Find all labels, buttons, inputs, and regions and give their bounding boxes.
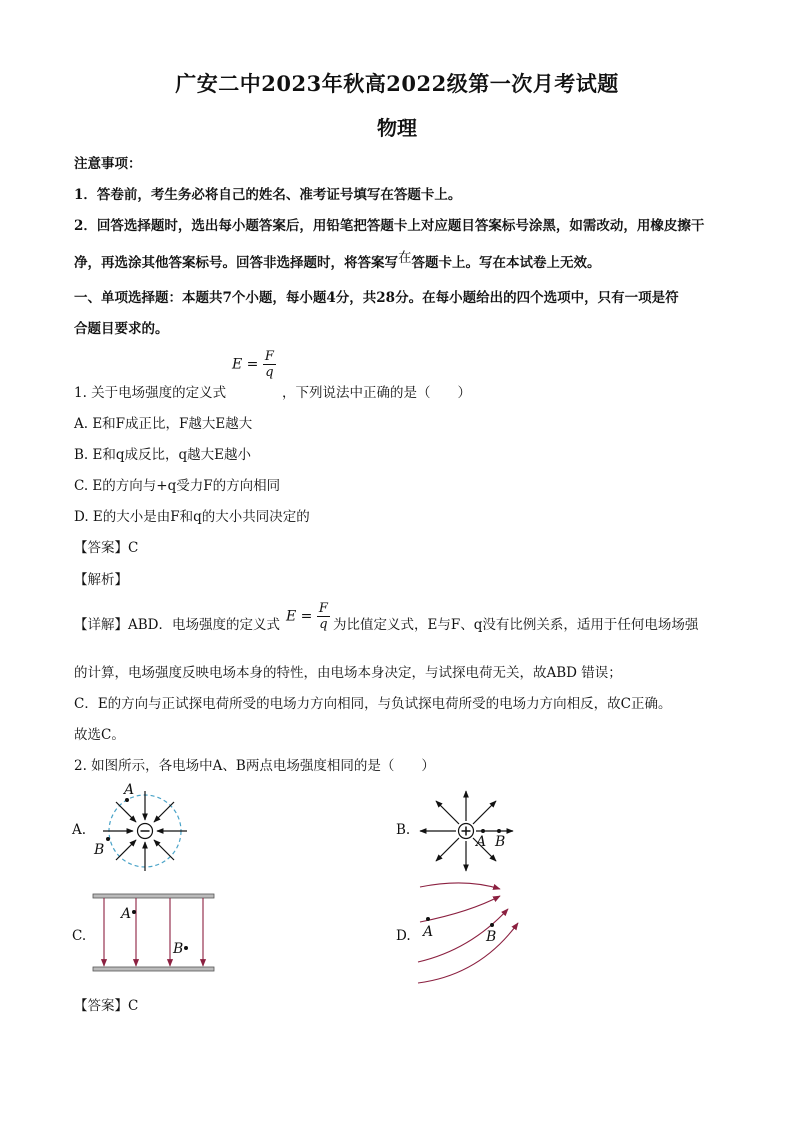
point-a-label: A [124, 782, 135, 798]
q1-answer: 【答案】C [74, 540, 139, 556]
diagram-c [93, 894, 214, 971]
point-a-dot [125, 798, 129, 802]
q1-detail-line3: C．E的方向与正试探电荷所受的电场力方向相同，与负试探电荷所受的电场力方向相反，故C正确。 [74, 696, 672, 712]
q1-detail-prefix: 【详解】ABD．电场强度的定义式 [74, 617, 280, 633]
q1-formula-den: q [265, 365, 274, 380]
q1-detail-num: F [318, 601, 328, 616]
point-a-label: A [121, 906, 132, 922]
q1-formula-lhs: E = [232, 356, 259, 373]
notice-heading: 注意事项： [74, 156, 142, 172]
notice-item-2-line1: 2．回答选择题时，选出每小题答案后，用铅笔把答题卡上对应题目答案标号涂黑，如需改动，用橡皮擦干 [74, 218, 705, 234]
q1-option-d: D. E的大小是由F和q的大小共同决定的 [74, 509, 310, 525]
point-b-label: B [173, 941, 184, 957]
section1-line1: 一、单项选择题：本题共7个小题，每小题4分，共28分。在每小题给出的四个选项中，只有一项是符 [74, 290, 679, 306]
q1-stem-suffix: ，下列说法中正确的是（ ） [282, 385, 471, 401]
point-a-dot [481, 829, 485, 833]
field-line-1 [420, 883, 500, 889]
point-b-label: B [495, 834, 506, 850]
q1-detail-suffix: 为比值定义式，E与F、q没有比例关系，适用于任何电场场强 [333, 617, 699, 633]
q1-conclusion: 故选C。 [74, 727, 125, 743]
q2-stem: 2. 如图所示，各电场中A、B两点电场强度相同的是（ ） [74, 758, 435, 774]
q1-option-c: C. E的方向与+q受力F的方向相同 [74, 478, 281, 494]
q2-answer: 【答案】C [74, 998, 139, 1014]
top-plate [93, 894, 214, 898]
point-b-label: B [486, 929, 497, 945]
uniform-field-lines [104, 898, 203, 966]
point-b-dot [490, 923, 494, 927]
point-b-dot [184, 946, 188, 950]
q1-analysis-label: 【解析】 [74, 572, 128, 588]
q1-option-a: A. E和F成正比，F越大E越大 [74, 416, 253, 432]
bottom-plate [93, 967, 214, 971]
notice-item-1: 1．答卷前，考生务必将自己的姓名、准考证号填写在答题卡上。 [74, 187, 462, 203]
q2-label-b: B. [396, 822, 411, 838]
diagram-a [93, 782, 187, 871]
q1-option-b: B. E和q成反比，q越大E越小 [74, 447, 251, 463]
point-a-label: A [476, 834, 487, 850]
notice-item-2-raised: 在 [398, 250, 412, 266]
q1-detail-line2: 的计算，电场强度反映电场本身的特性，由电场本身决定，与试探电荷无关，故ABD 错误； [74, 665, 622, 681]
point-a-dot [426, 917, 430, 921]
q1-formula-num: F [264, 349, 274, 364]
page-title: 广安二中2023年秋高2022级第一次月考试题 [175, 71, 619, 96]
notice-item-2-line2b: 答题卡上。写在本试卷上无效。 [411, 255, 601, 271]
subject-title: 物理 [377, 116, 417, 140]
point-b-label: B [94, 842, 105, 858]
q1-detail-lhs: E = [286, 608, 313, 625]
point-b-dot [106, 837, 110, 841]
section1-line2: 合题目要求的。 [74, 321, 169, 337]
point-b-dot [497, 829, 501, 833]
q2-label-c: C. [72, 928, 87, 944]
diagram-b [420, 791, 513, 871]
point-a-dot [132, 910, 136, 914]
point-a-label: A [423, 924, 434, 940]
q1-detail-den: q [319, 617, 328, 632]
notice-item-2-line2a: 净，再选涂其他答案标号。回答非选择题时，将答案写 [74, 255, 398, 271]
q2-label-a: A. [72, 822, 87, 838]
q2-label-d: D. [396, 928, 411, 944]
field-line-2 [420, 896, 500, 922]
q1-stem-prefix: 1. 关于电场强度的定义式 [74, 385, 227, 401]
